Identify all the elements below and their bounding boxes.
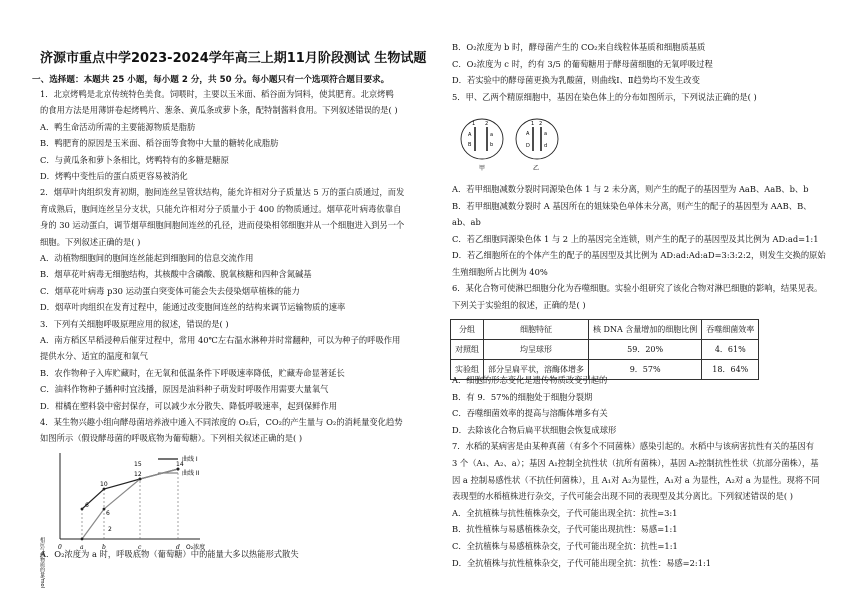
data-label: 15 (134, 461, 142, 468)
data-point (177, 468, 180, 471)
data-label: 14 (176, 461, 184, 468)
data-label: 6 (85, 502, 89, 509)
legend-label: 曲线 II (182, 470, 200, 477)
table-cell: 均呈球形 (484, 340, 589, 360)
data-label: 6 (106, 510, 110, 517)
text-line: C．吞噬细菌效率的提高与溶酶体增多有关 (452, 408, 608, 419)
gene-label-d-lower: d (544, 143, 548, 149)
x-tick-label: b (102, 544, 106, 551)
text-line: ab、ab (452, 217, 481, 227)
text-line: C．与黄瓜条和萝卜条相比，烤鸭特有的多糖是糖原 (40, 154, 229, 165)
text-line: 如图所示（假设酵母菌的呼吸底物为葡萄糖）。下列相关叙述正确的是( ) (40, 433, 303, 444)
text-line: A．鸭生命活动所需的主要能源物质是脂肪 (40, 121, 196, 132)
chromosome-number-2: 2 (539, 121, 543, 127)
text-line: D．烟草叶肉组织在发育过程中，能通过改变胞间连丝的结构来调节运输物质的速率 (40, 302, 346, 313)
gene-label-a-lower: a (490, 132, 494, 138)
gene-label-d-upper: D (526, 143, 530, 149)
text-line: 6．某化合物可使淋巴细胞分化为吞噬细胞。实验小组研究了该化合物对淋巴细胞的影响，结果见表。 (452, 283, 823, 293)
table-cell: 59．20% (589, 340, 702, 360)
data-point (103, 488, 106, 491)
data-point (103, 508, 106, 511)
text-line: A．全抗植株与抗性植株杂交，子代可能出现全抗：抗性=3:1 (452, 507, 678, 518)
gene-label-b-upper: B (468, 142, 472, 148)
table-cell: 9．57% (589, 360, 702, 380)
text-line: 3．下列有关细胞呼吸原理应用的叙述，错误的是( ) (40, 318, 229, 329)
table-cell: 部分呈扁平状，溶酶体增多 (484, 360, 589, 380)
x-tick-label: a (80, 544, 84, 551)
text-line: B．有 9．57%的细胞处于细胞分裂期 (452, 391, 593, 402)
data-point (81, 508, 84, 511)
text-line: 4．某生物兴趣小组向酵母菌培养液中通入不同浓度的 O₂后，CO₂的产生量与 O₂的消耗量变化趋势 (40, 417, 403, 427)
data-label: 10 (100, 481, 108, 488)
x-tick-label: 0 (58, 544, 62, 551)
chromosome-number-1: 1 (472, 121, 476, 127)
table-header: 吞噬细菌效率 (702, 320, 759, 340)
page-title: 济源市重点中学2023-2024学年高三上期11月阶段测试 生物试题 (40, 51, 427, 66)
chromosome-number-1: 1 (531, 121, 535, 127)
data-label: 12 (134, 471, 142, 478)
data-label: 2 (108, 526, 112, 533)
table-cell: 对照组 (451, 340, 484, 360)
text-line: C．油料作物种子播种时宜浅播，原因是油料种子萌发时呼吸作用需要大量氧气 (40, 384, 329, 395)
question-4-option-a: A．O₂浓度为 a 时，呼吸底物（葡萄糖）中的能量大多以热能形式散失 (40, 549, 299, 559)
series-line-1 (82, 469, 178, 509)
text-line: D．全抗植株与抗性植株杂交，子代可能出现全抗：抗性：易感=2:1:1 (452, 557, 712, 568)
table-header-row (451, 320, 759, 340)
data-point (81, 538, 84, 541)
text-line: 身的 30 运动蛋白，调节烟草细胞间胞间连丝的孔径，进而侵染相邻细胞并从一个细胞进入到另一个 (40, 220, 405, 231)
cell-yi-outline (516, 119, 558, 159)
text-line: C．O₂浓度为 c 时，约有 3/5 的葡萄糖用于酵母菌细胞的无氧呼吸过程 (452, 58, 713, 69)
x-tick-label: c (138, 544, 142, 551)
cell-jia-outline (461, 119, 503, 159)
sperm-cells-diagram (455, 113, 565, 173)
table-header: 核 DNA 含量增加的细胞比例 (589, 320, 702, 340)
text-line: 表现型的水稻植株进行杂交，子代可能会出现不同的表现型及其分离比。下列叙述错误的是( ) (452, 491, 793, 502)
text-line: B．抗性植株与易感植株杂交，子代可能出现抗性：易感=1:1 (452, 524, 678, 535)
text-line: B．若甲细胞减数分裂时 A 基因所在的姐妹染色单体未分离，则产生的配子的基因型为 AAB、B、 (452, 200, 812, 211)
text-line: A．细胞的形态变化是遗传物质改变引起的 (452, 375, 608, 385)
text-line: A．动植物细胞间的胞间连丝能起到细胞间的信息交流作用 (40, 253, 254, 263)
text-line: D．烤鸭中变性后的蛋白质更容易被消化 (40, 171, 188, 181)
text-line: 下列关于实验组的叙述，正确的是( ) (452, 299, 586, 310)
gene-label-a-lower: a (544, 131, 548, 137)
table-cell: 4．61% (702, 340, 759, 360)
cell-yi-label: 乙 (533, 165, 540, 172)
table-row (451, 340, 759, 360)
gene-label-a-upper: A (526, 131, 530, 137)
text-line: 2．烟草叶肉组织发育初期，胞间连丝呈管状结构，能允许相对分子质量达 5 万的蛋白质通过，而发 (40, 187, 405, 198)
gene-label-a-upper: A (468, 132, 472, 138)
cell-jia-label: 甲 (479, 165, 486, 172)
y-axis-label: 相应气体物质的量/mol (39, 537, 45, 589)
text-line: C．若乙细胞同源染色体 1 与 2 上的基因完全连锁，则产生的配子的基因型及其比例为 AD:ad=1:1 (452, 233, 819, 244)
series-line-2 (82, 469, 178, 539)
text-line: 3 个（A₁、A₂、a）；基因 A₁控制全抗性状（抗所有菌株），基因 A₂控制抗性性状（抗部分菌株），基 (452, 458, 819, 468)
text-line: 育成熟后，胞间连丝呈分支状，只能允许相对分子质量小于 400 的物质通过。烟草花叶病毒依靠自 (40, 203, 402, 214)
legend-label: 曲线 I (182, 456, 198, 463)
text-line: 1．北京烤鸭是北京传统特色美食。饲喂时，主要以玉米面、稻谷面为饲料，使其肥育。北京烤鸭 (40, 89, 394, 99)
text-line: B．鸭肥育的原因是玉米面、稻谷面等食物中大量的糖转化成脂肪 (40, 138, 279, 149)
text-line: D．若乙细胞所在的个体产生的配子的基因型及其比例为 AD:ad:Ad:aD=3:3:2:2，则发生交换的原始 (452, 250, 826, 260)
data-point (139, 478, 142, 481)
x-tick-label: d (176, 544, 180, 551)
text-line: 7．水稻的某病害是由某种真菌（有多个不同菌株）感染引起的。水稻中与该病害抗性有关的基因有 (452, 441, 815, 452)
table-cell: 18．64% (702, 360, 759, 380)
text-line: D．柑橘在塑料袋中密封保存，可以减少水分散失、降低呼吸速率，起到保鲜作用 (40, 400, 338, 411)
table-header: 细胞特征 (484, 320, 589, 340)
chromosome-number-2: 2 (485, 121, 489, 127)
text-line: 细胞。下列叙述正确的是( ) (40, 236, 141, 247)
text-line: 的食用方法是用薄饼卷起烤鸭片、葱条、黄瓜条或萝卜条，配特制酱料食用。下列叙述错误的是( ) (40, 105, 398, 116)
text-line: 生殖细胞所占比例为 40% (452, 266, 548, 277)
table-cell: 实验组 (451, 360, 484, 380)
text-line: B．农作物种子入库贮藏时，在无氧和低温条件下呼吸速率降低，贮藏寿命显著延长 (40, 367, 345, 378)
text-line: C．烟草花叶病毒 p30 运动蛋白突变体可能会失去侵染烟草植株的能力 (40, 285, 300, 296)
experiment-table (450, 319, 759, 380)
text-line: D．若实验中的酵母菌更换为乳酸菌，则曲线Ⅰ、Ⅱ趋势均不发生改变 (452, 75, 700, 85)
text-line: 提供水分、适宜的温度和氧气 (40, 351, 148, 362)
text-line: C．全抗植株与易感植株杂交，子代可能出现全抗：抗性=1:1 (452, 541, 678, 551)
text-line: B．O₂浓度为 b 时，酵母菌产生的 CO₂来自线粒体基质和细胞质基质 (452, 42, 706, 52)
text-line: B．烟草花叶病毒无细胞结构，其核酸中含磷酸、脱氧核糖和四种含氮碱基 (40, 269, 312, 280)
gene-label-b-lower: b (490, 142, 494, 148)
section-heading: 一、选择题：本题共 25 小题，每小题 2 分，共 50 分。每小题只有一个选项符合题目要求。 (32, 75, 390, 85)
text-line: 因 a 控制易感性状（不抗任何菌株），且 A₁对 A₂为显性，A₁对 a 为显性，A₂对 a 为显性。现将不同 (452, 474, 820, 485)
text-line: D．去除该化合物后扁平状细胞会恢复成球形 (452, 424, 617, 435)
text-line: A．南方稻区早稻浸种后催芽过程中，常用 40℃左右温水淋种并时常翻种，可以为种子的呼吸作用 (40, 335, 401, 345)
table-header: 分组 (451, 320, 484, 340)
text-line: 5．甲、乙两个精原细胞中，基因在染色体上的分布如图所示，下列说法正确的是( ) (452, 91, 757, 102)
text-line: A．若甲细胞减数分裂时同源染色体 1 与 2 未分离，则产生的配子的基因型为 AaB、AaB、b、b (452, 184, 809, 194)
x-axis-label: O₂浓度 (186, 544, 206, 551)
